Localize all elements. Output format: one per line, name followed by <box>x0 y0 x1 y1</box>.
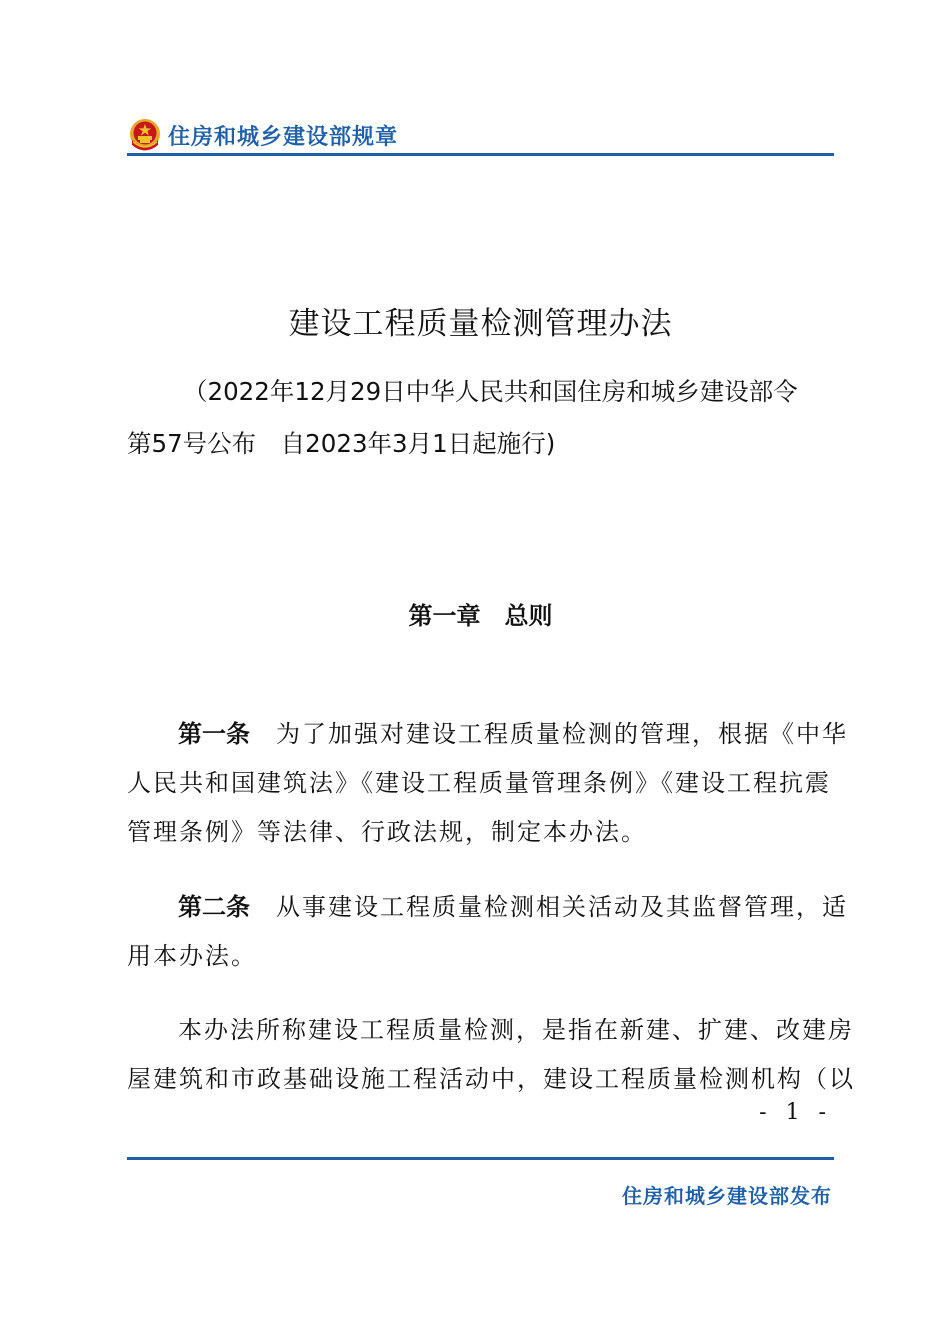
article-text: 从事建设工程质量检测相关活动及其监督管理，适 <box>276 893 848 921</box>
article-label: 第二条 <box>178 893 250 921</box>
page-number: - 1 - <box>759 1100 832 1125</box>
article-2 <box>127 883 848 981</box>
article-1 <box>127 710 848 857</box>
paragraph-line: 屋建筑和市政基础设施工程活动中，建设工程质量检测机构（以 <box>127 1065 855 1093</box>
chapter-heading: 第一章 总则 <box>408 602 553 630</box>
article-text: 为了加强对建设工程质量检测的管理，根据《中华 <box>276 720 848 748</box>
paragraph-line <box>127 883 848 932</box>
footer-publisher: 住房和城乡建设部发布 <box>622 1184 832 1208</box>
footer-divider <box>127 1157 834 1160</box>
paragraph-line: 用本办法。 <box>127 942 257 970</box>
subtitle-line-2: 第57号公布 自2023年3月1日起施行) <box>127 429 556 458</box>
paragraph-line <box>127 710 848 759</box>
paragraph-line: 本办法所称建设工程质量检测，是指在新建、扩建、改建房 <box>178 1016 854 1044</box>
national-emblem-icon <box>128 118 162 152</box>
page-header <box>128 116 398 154</box>
document-subtitle <box>127 366 837 470</box>
header-divider <box>127 153 834 156</box>
paragraph-line: 人民共和国建筑法》《建设工程质量管理条例》《建设工程抗震 <box>127 769 831 797</box>
article-label: 第一条 <box>178 720 250 748</box>
paragraph-line: 管理条例》等法律、行政法规，制定本办法。 <box>127 818 647 846</box>
header-title: 住房和城乡建设部规章 <box>168 124 399 150</box>
subtitle-line-1: （2022年12月29日中华人民共和国住房和城乡建设部令 <box>183 377 798 406</box>
article-2-paragraph-2 <box>127 1006 855 1104</box>
document-title: 建设工程质量检测管理办法 <box>288 306 673 342</box>
